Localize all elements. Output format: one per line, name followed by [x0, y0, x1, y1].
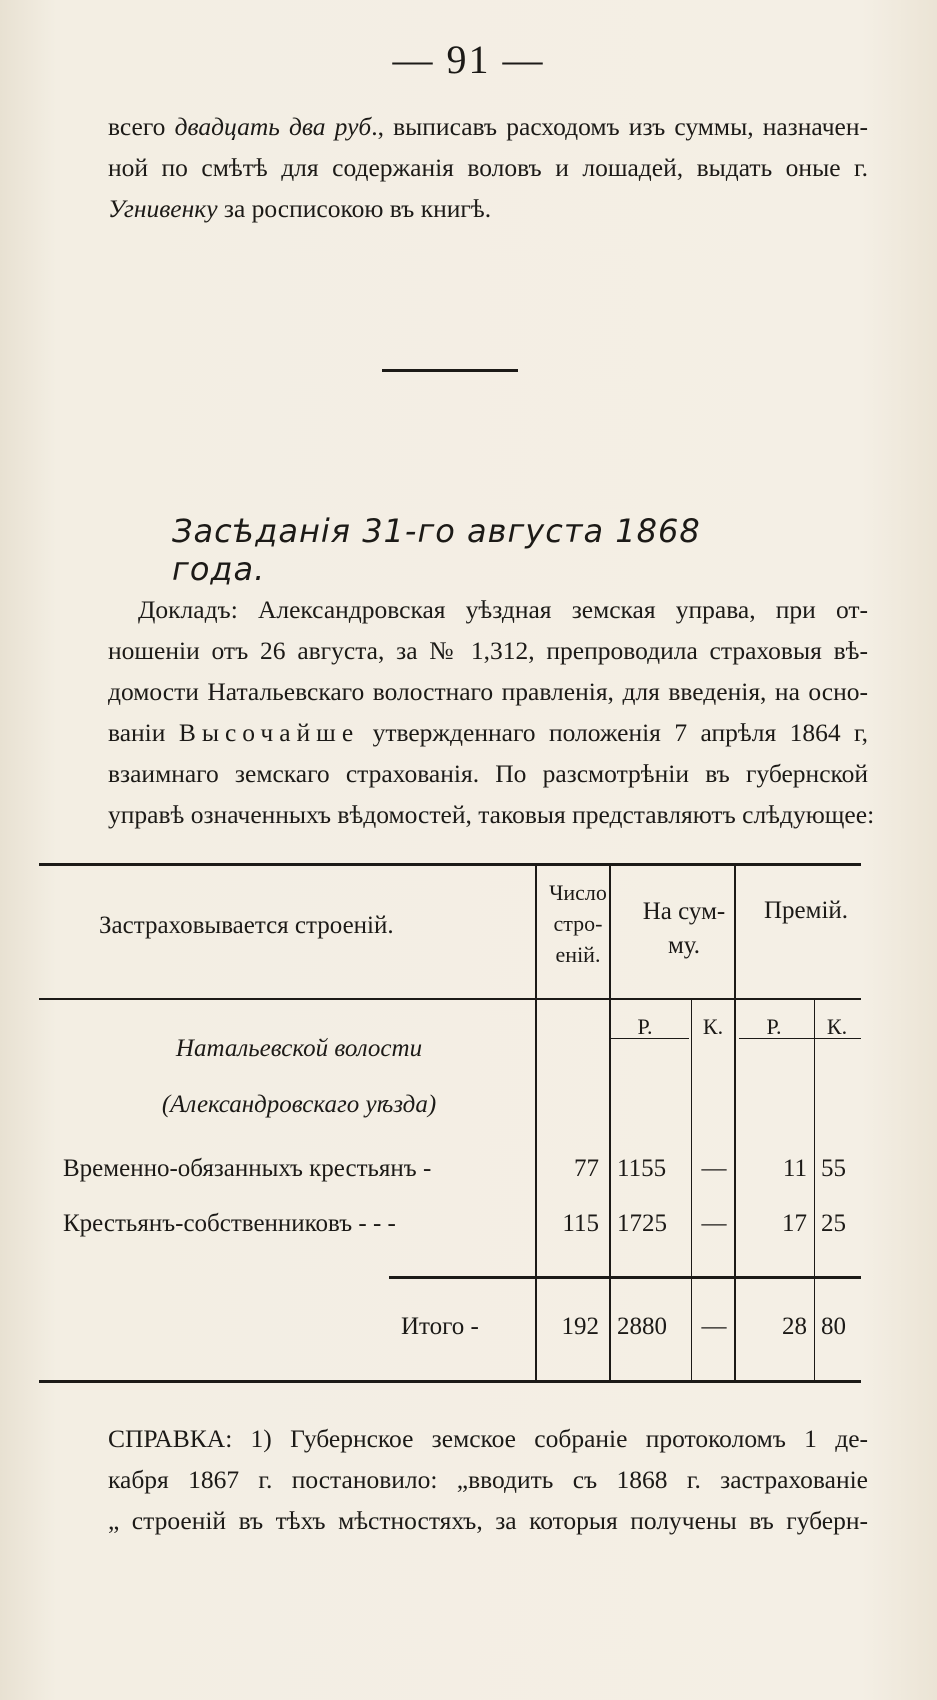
uezd-title: (Александровскаго уѣзда) — [161, 1091, 437, 1118]
report-line-2: ношеніи отъ 26 августа, за № 1,312, препроводила страховыя вѣ- — [108, 636, 868, 665]
volost-title: Натальевской волости — [175, 1035, 423, 1062]
spaced-word: Высочайше — [178, 718, 360, 747]
section-divider — [382, 369, 518, 372]
table-top-rule — [39, 863, 861, 866]
col-divider-1 — [535, 863, 537, 1383]
sum-rubles-header: Р. — [637, 1014, 653, 1039]
reference-line-1: СПРАВКА: 1) Губернское земское собраніе протоколомъ 1 де- — [108, 1424, 868, 1453]
row-label-temp-peasants: Временно-обязанныхъ крестьянъ - — [63, 1155, 432, 1182]
amount-italic: двадцать два руб — [174, 112, 372, 141]
reference-line-3: „ строеній въ тѣхъ мѣстностяхъ, за которыя получены въ губерн- — [108, 1506, 868, 1535]
report-line-4: ваніи Высочайше утвержденнаго положенія 7 апрѣля 1864 г, — [108, 718, 869, 747]
row-count: 115 — [562, 1210, 599, 1237]
row-label-owner-peasants: Крестьянъ-собственниковъ - - - — [63, 1210, 396, 1237]
surname-italic: Угнивенку — [108, 194, 218, 223]
report-line-6: управѣ означенныхъ вѣдомостей, таковыя представляютъ слѣдующее: — [108, 800, 875, 829]
row-sum-rubles: 1725 — [617, 1210, 667, 1237]
prem-k-divider — [814, 1000, 815, 1383]
sum-kopecks-header: К. — [702, 1014, 724, 1039]
report-paragraph — [108, 589, 875, 835]
total-count: 192 — [561, 1313, 599, 1340]
row-prem-kopecks: 25 — [821, 1210, 846, 1237]
row-sum-rubles: 1155 — [617, 1155, 667, 1182]
prem-rubles-header: Р. — [766, 1014, 782, 1039]
row-prem-kopecks: 55 — [821, 1155, 846, 1182]
totals-rule — [389, 1276, 861, 1279]
report-line-1: Докладъ: Александровская уѣздная земская управа, при от- — [138, 595, 868, 624]
row-sum-kopecks: — — [701, 1210, 727, 1237]
total-sum-rubles: 2880 — [617, 1313, 667, 1340]
row-prem-rubles: 11 — [782, 1155, 807, 1182]
header-premium: Премій. — [763, 897, 849, 924]
sum-k-divider — [691, 1000, 692, 1383]
reference-line-2: кабря 1867 г. постановило: „вводить съ 1868 г. застрахованіе — [108, 1465, 868, 1494]
intro-paragraph — [108, 106, 868, 229]
report-line-3: домости Натальевскаго волостнаго правленія, для введенія, на осно- — [108, 677, 868, 706]
header-count: Число стро- еній. — [549, 880, 607, 967]
reference-paragraph — [108, 1418, 868, 1541]
total-sum-kopecks: — — [701, 1313, 727, 1340]
row-count: 77 — [574, 1155, 599, 1182]
session-heading: Засѣданія 31-го августа 1868 года. — [172, 512, 701, 588]
row-sum-kopecks: — — [701, 1155, 727, 1182]
page-number: — 91 — — [392, 37, 545, 82]
report-line-5: взаимнаго земскаго страхованія. По разсмотрѣніи въ губернской — [108, 759, 868, 788]
total-label: Итого - — [401, 1313, 479, 1340]
header-sum: На сум- му. — [642, 898, 726, 959]
header-buildings: Застраховывается строеній. — [99, 912, 394, 939]
total-prem-kopecks: 80 — [821, 1313, 846, 1340]
intro-line-3: Угнивенку за росписокою въ книгѣ. — [108, 194, 492, 223]
total-prem-rubles: 28 — [782, 1313, 807, 1340]
table-header-rule — [39, 998, 861, 1000]
row-prem-rubles: 17 — [782, 1210, 807, 1237]
insurance-table — [39, 863, 861, 1383]
table-bottom-rule — [39, 1380, 861, 1383]
intro-line-1: всего двадцать два руб., выписавъ расходомъ изъ суммы, назначен- — [108, 112, 868, 141]
prem-kopecks-header: К. — [826, 1014, 848, 1039]
intro-line-2: ной по смѣтѣ для содержанія воловъ и лошадей, выдать оные г. — [108, 153, 868, 182]
